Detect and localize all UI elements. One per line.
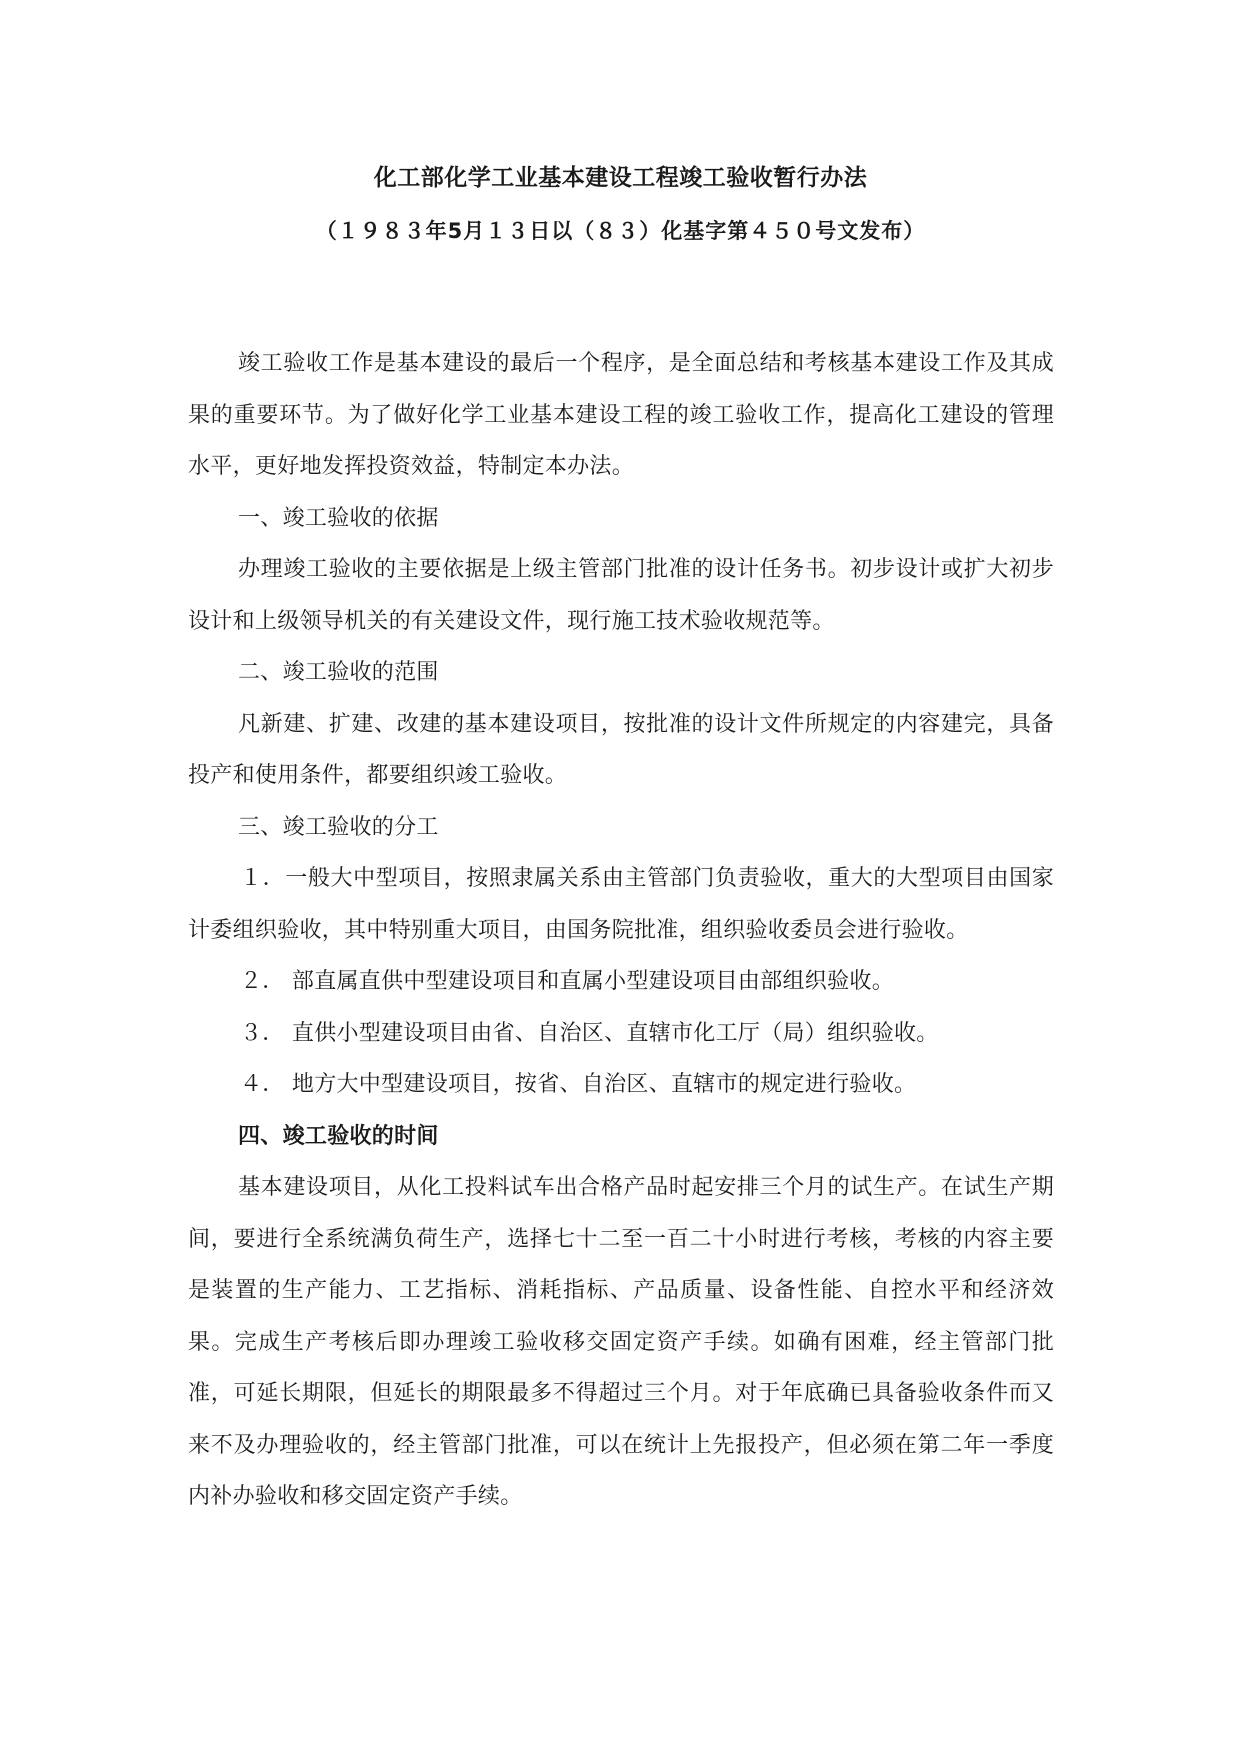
list-item: ２． 部直属直供中型建设项目和直属小型建设项目由部组织验收。 [240, 969, 894, 994]
list-item: ４． 地方大中型建设项目，按省、自治区、直辖市的规定进行验收。 [240, 1072, 917, 1097]
section-heading-scope: 二、竣工验收的范围 [238, 660, 439, 685]
document-subtitle: （１９８３年5月１３日以（８３）化基字第４５０号文发布） [315, 219, 926, 243]
section-paragraph-timing: 基本建设项目，从化工投料试车出合格产品时起安排三个月的试生产。在试生产期间，要进行全系统满负荷生产，选择七十二至一百二十小时进行考核，考核的内容主要是装置的生产能力、工艺指标、消耗指标、产品质量、设备性能、自控水平和经济效果。完成生产考核后即办理竣工验收移交固定资产手续。如确有困难，经主管部门批准，可延长期限，但延长的期限最多不得超过三个月。对于年底确已具备验收条件而又来不及办理验收的，经主管部门批准，可以在统计上先报投产，但必须在第二年一季度内补办验收和移交固定资产手续。 [188, 1175, 1054, 1509]
list-item: １．一般大中型项目，按照隶属关系由主管部门负责验收，重大的大型项目由国家计委组织验收，其中特别重大项目，由国务院批准，组织验收委员会进行验收。 [188, 866, 1054, 943]
document-body [188, 338, 1054, 1523]
list-item: ３． 直供小型建设项目由省、自治区、直辖市化工厅（局）组织验收。 [240, 1020, 939, 1046]
section-heading-division: 三、竣工验收的分工 [238, 814, 439, 840]
document-title: 化工部化学工业基本建设工程竣工验收暂行办法 [373, 165, 868, 191]
section-heading-timing: 四、竣工验收的时间 [238, 1122, 439, 1149]
section-paragraph-scope: 凡新建、扩建、改建的基本建设项目，按批准的设计文件所规定的内容建完，具备投产和使用条件，都要组织竣工验收。 [188, 711, 1054, 788]
intro-paragraph: 竣工验收工作是基本建设的最后一个程序，是全面总结和考核基本建设工作及其成果的重要环节。为了做好化学工业基本建设工程的竣工验收工作，提高化工建设的管理水平，更好地发挥投资效益，特制定本办法。 [188, 351, 1054, 479]
title-block [0, 162, 1241, 247]
section-heading-basis: 一、竣工验收的依据 [238, 505, 439, 531]
section-paragraph-basis: 办理竣工验收的主要依据是上级主管部门批准的设计任务书。初步设计或扩大初步设计和上级领导机关的有关建设文件，现行施工技术验收规范等。 [188, 557, 1054, 634]
